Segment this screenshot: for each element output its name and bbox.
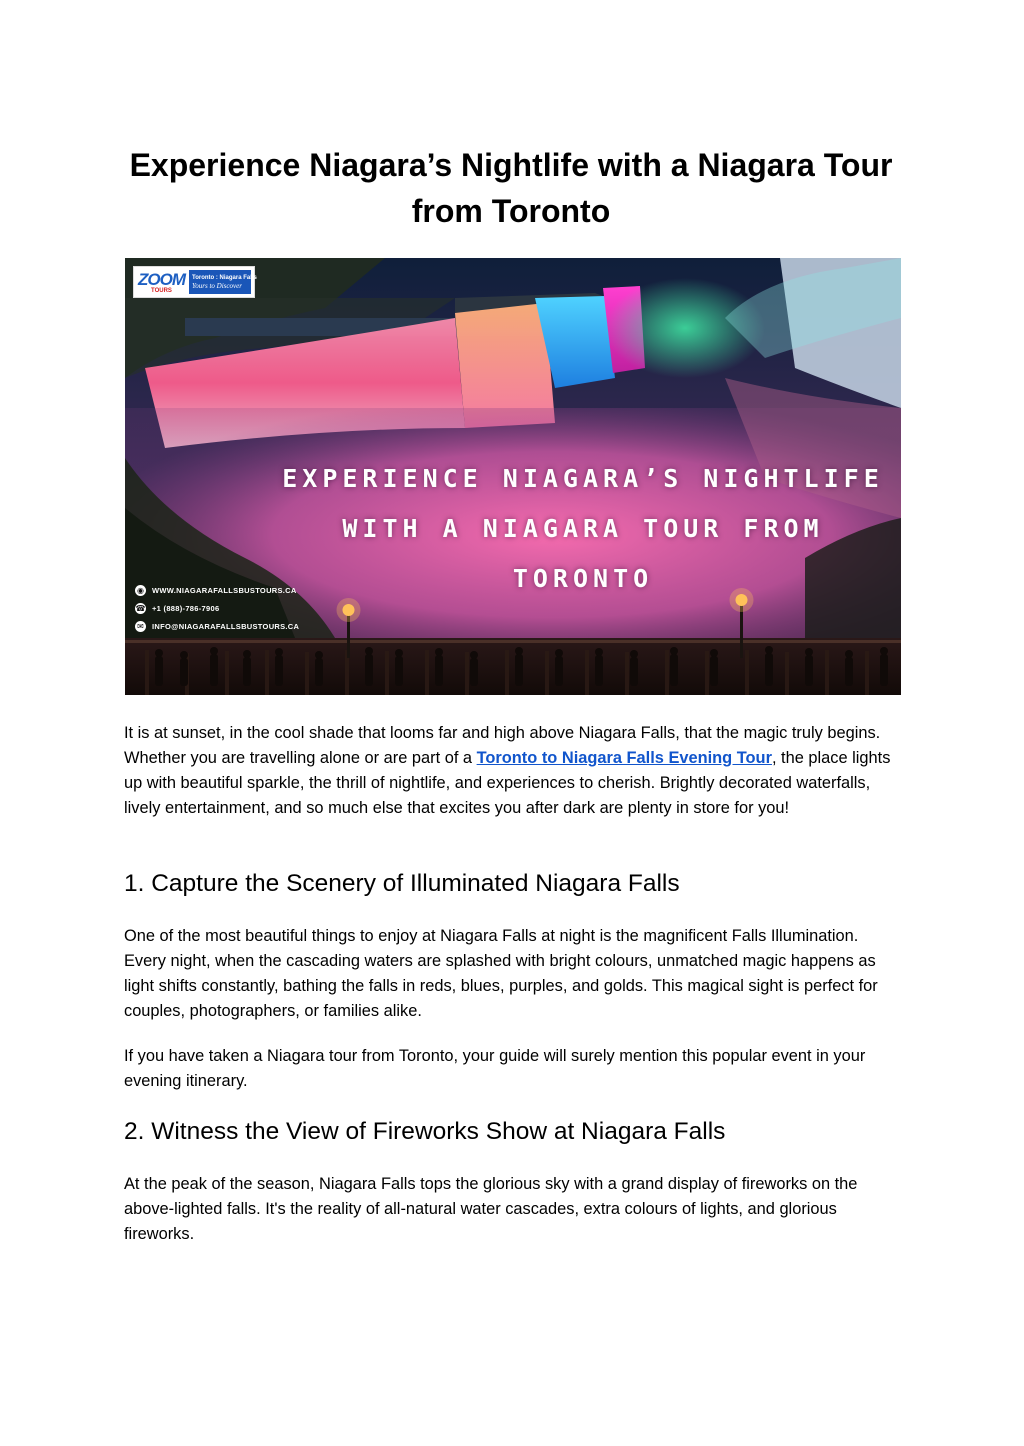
logo-mark-subtext: TOURS: [151, 287, 172, 294]
globe-icon: ◉: [135, 585, 146, 596]
contact-website-text: WWW.NIAGARAFALLSBUSTOURS.CA: [152, 585, 297, 595]
intro-text-after-link: , the place lights up with beautiful sparkle, the thrill of nightlife, and experiences to cherish. Brightly decorated waterfalls, lively entertainment, and so much else that excites you after dark are plenty in store for you!: [124, 749, 891, 817]
logo-mark-text: ZOOM: [138, 269, 185, 289]
zoom-tours-logo: [133, 266, 255, 298]
section-heading-illuminated-falls: 1. Capture the Scenery of Illuminated Niagara Falls: [124, 870, 680, 897]
phone-icon: ☎: [135, 603, 146, 613]
section-heading-fireworks: 2. Witness the View of Fireworks Show at Niagara Falls: [124, 1118, 726, 1145]
page-title: Experience Niagara’s Nightlife with a Niagara Tour from Toronto: [129, 147, 893, 229]
logo-tagline-line2: Yours to Discover: [192, 281, 242, 290]
hero-heading-line: TORONTO: [512, 564, 654, 593]
hero-heading: [265, 454, 901, 604]
logo-mark: [137, 269, 186, 295]
hero-contact-list: [135, 581, 299, 635]
contact-email: [135, 617, 299, 635]
hero-heading-line: WITH A NIAGARA TOUR FROM: [342, 514, 824, 543]
section-1-paragraph-2: If you have taken a Niagara tour from Toronto, your guide will surely mention this popular event in your evening itinerary.: [124, 1047, 866, 1090]
contact-phone: [135, 599, 299, 617]
mail-icon: ✉: [135, 621, 146, 632]
intro-text-before-link: It is at sunset, in the cool shade that looms far and high above Niagara Falls, that the magic truly begins. Whether you are travelling alone or are part of a: [124, 724, 881, 767]
intro-paragraph: [124, 721, 900, 821]
contact-website: [135, 581, 299, 599]
hero-heading-line: EXPERIENCE NIAGARA’S NIGHTLIFE: [282, 464, 884, 493]
contact-phone-text: +1 (888)-786-7906: [152, 603, 220, 613]
logo-tagline-line1: Toronto : Niagara Falls: [192, 274, 257, 281]
hero-image: [125, 258, 901, 695]
contact-email-text: INFO@NIAGARAFALLSBUSTOURS.CA: [152, 621, 300, 631]
section-2-paragraph-1: At the peak of the season, Niagara Falls tops the glorious sky with a grand display of fireworks on the above-lighted falls. It's the reality of all-natural water cascades, extra colours of lights, and glorious fireworks.: [124, 1175, 858, 1243]
evening-tour-link[interactable]: Toronto to Niagara Falls Evening Tour: [476, 749, 772, 767]
section-1-paragraph-1: One of the most beautiful things to enjoy at Niagara Falls at night is the magnificent Falls Illumination. Every night, when the cascading waters are splashed with bright colours, unmatched magic happens as light shifts constantly, bathing the falls in reds, blues, purples, and golds. This magical sight is perfect for couples, photographers, or families alike.: [124, 927, 878, 1020]
logo-tagline: [189, 270, 257, 294]
